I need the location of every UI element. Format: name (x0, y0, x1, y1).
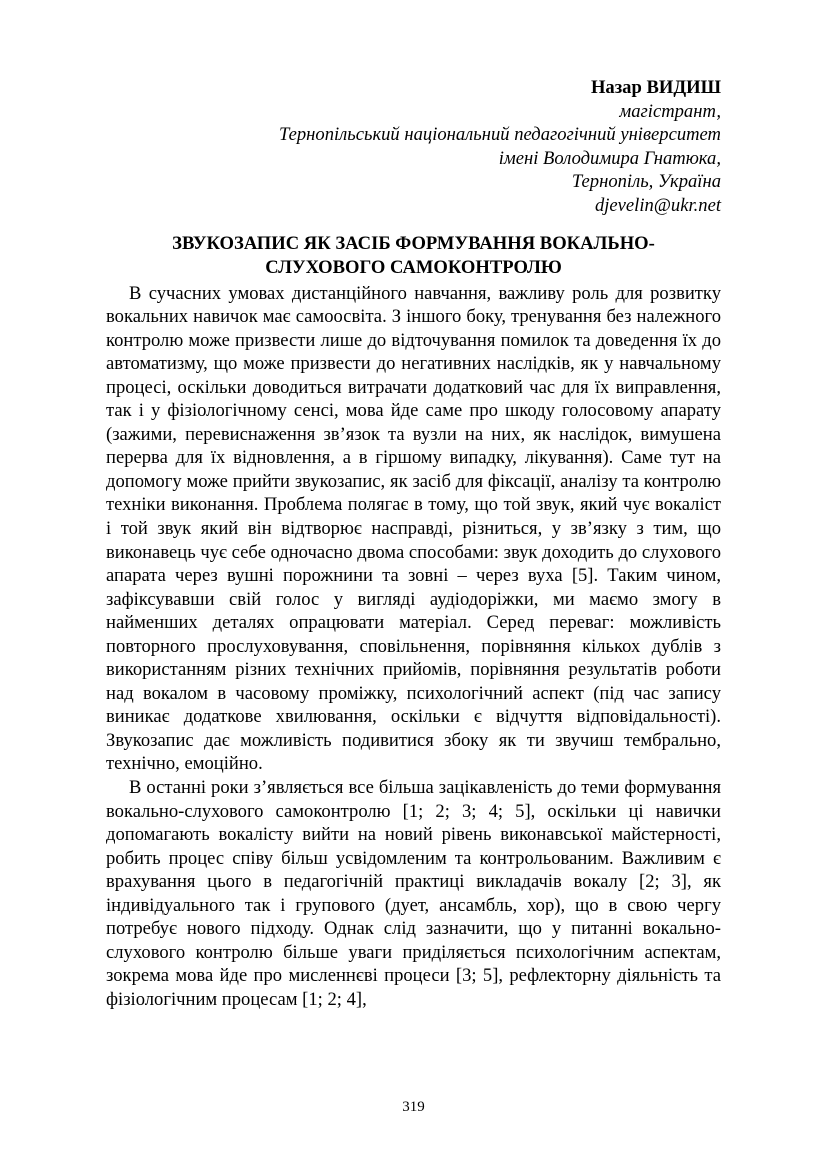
body-paragraph-2: В останні роки з’являється все більша зацікавленість до теми формування вокально-слухового самоконтролю [1; 2; 3; 4; 5], оскільки ці навички допомагають вокалісту вийти на новий рівень виконавської майстерності, робить процес співу більш усвідомленим та контрольованим. Важливим є врахування цього в педагогічній практиці викладачів вокалу [2; 3], як індивідуального так і групового (дует, ансамбль, хор), що в свою чергу потребує нового підходу. Однак слід зазначити, що у питанні вокально-слухового контролю більше уваги приділяється психологічним аспектам, зокрема мова йде про мисленнєві процеси [3; 5], рефлекторну діяльність та фізіологічним процесам [1; 2; 4], (106, 776, 721, 1010)
author-email: djevelin@ukr.net (594, 194, 721, 216)
body-paragraph-1: В сучасних умовах дистанційного навчання, важливу роль для розвитку вокальних навичок має самоосвіта. З іншого боку, тренування без належного контролю може призвести лише до відточування помилок та доведення їх до автоматизму, що може призвести до негативних наслідків, як у навчальному процесі, оскільки доводиться витрачати додатковий час для їх виправлення, так і у фізіологічному сенсі, мова йде саме про шкоду голосовому апарату (зажими, перевиснаження зв’язок та вузли на них, як наслідок, вимушена перерва для їх відновлення, а в гіршому випадку, лікування). Саме тут на допомогу може прийти звукозапис, як засіб для фіксації, аналізу та контролю техніки виконання. Проблема полягає в тому, що той звук, який чує вокаліст і той звук який він відтворює насправді, різниться, у зв’язку з тим, що виконавець чує себе одночасно двома способами: звук доходить до слухового апарата через вушні порожнини та зовні – через вуха [5]. Таким чином, зафіксувавши свій голос у вигляді аудіодоріжки, ми маємо змогу в найменших деталях опрацювати матеріал. Серед переваг: можливість повторного прослуховування, сповільнення, порівняння кількох дублів з використанням різних технічних прийомів, порівняння результатів роботи над вокалом в часовому проміжку, психологічний аспект (під час запису виникає додаткове хвилювання, оскільки є відчуття відповідальності). Звукозапис дає можливість подивитися збоку як ти звучиш тембрально, технічно, емоційно. (106, 282, 721, 775)
author-location: Тернопіль, Україна (571, 171, 721, 193)
article-title-line-2: СЛУХОВОГО САМОКОНТРОЛЮ (265, 257, 562, 278)
author-degree: магістрант, (619, 100, 721, 122)
author-block (279, 76, 721, 218)
article-title-line-1: ЗВУКОЗАПИС ЯК ЗАСІБ ФОРМУВАННЯ ВОКАЛЬНО- (172, 233, 655, 254)
article-title (106, 232, 721, 280)
page-number: 319 (402, 1099, 425, 1115)
author-name: Назар ВИДИШ (590, 77, 721, 98)
article-body (106, 282, 721, 1012)
author-university: Тернопільський національний педагогічний університет (278, 124, 721, 146)
author-university-name: імені Володимира Гнатюка, (498, 147, 721, 169)
